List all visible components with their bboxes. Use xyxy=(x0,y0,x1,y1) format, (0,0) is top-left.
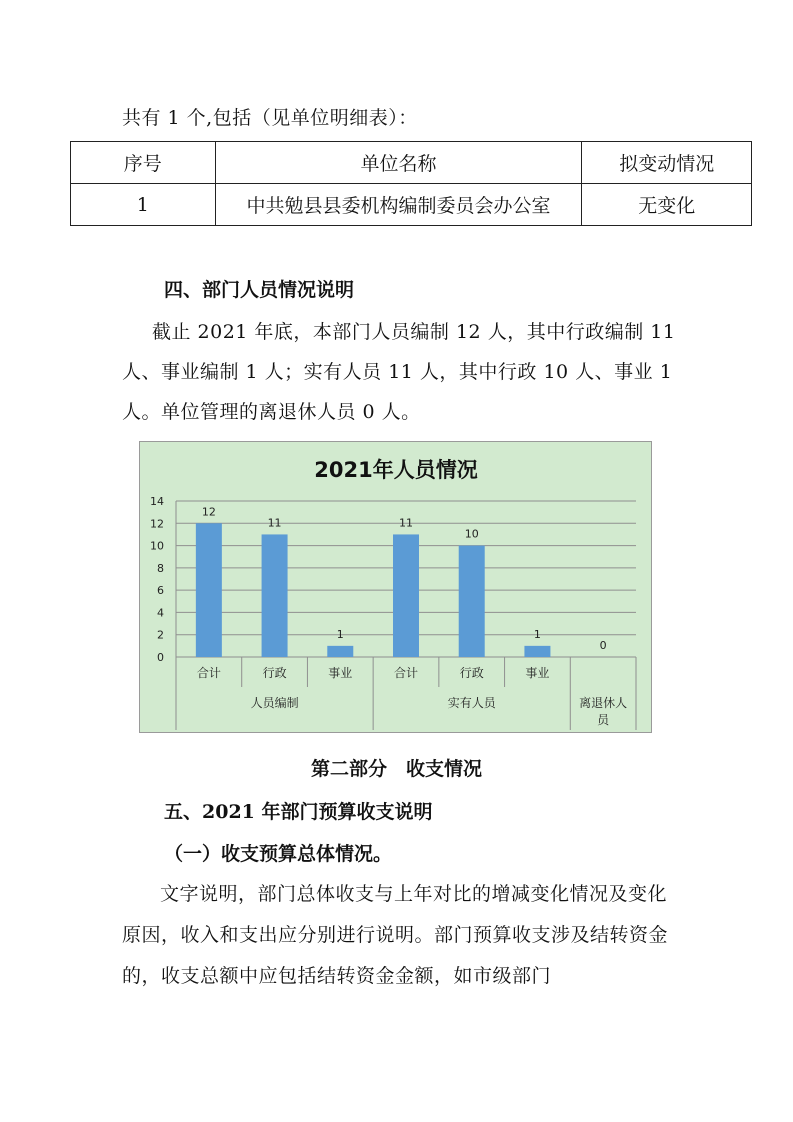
y-tick-label: 2 xyxy=(157,628,164,642)
data-label: 0 xyxy=(599,639,607,652)
y-tick-label: 12 xyxy=(150,517,164,531)
category-label: 事业 xyxy=(525,666,550,680)
section4-heading: 四、部门人员情况说明 xyxy=(164,279,355,301)
data-label: 11 xyxy=(267,516,282,530)
y-tick-label: 8 xyxy=(157,561,164,575)
part2-heading: 第二部分 收支情况 xyxy=(310,758,482,780)
category-label: 合计 xyxy=(393,666,419,680)
staff-chart xyxy=(139,441,652,733)
data-label: 11 xyxy=(399,516,413,530)
y-tick-label: 14 xyxy=(150,495,164,508)
y-tick-label: 4 xyxy=(157,606,164,620)
staff-chart-svg xyxy=(140,442,651,732)
category-label: 事业 xyxy=(328,666,353,680)
table-header-row xyxy=(71,142,752,184)
chart-title: 2021年人员情况 xyxy=(314,458,478,482)
cell-change-status: 无变化 xyxy=(582,184,752,226)
bar xyxy=(393,534,419,657)
table-row xyxy=(71,184,752,226)
section4-body: 截止 2021 年底，本部门人员编制 12 人，其中行政编制 11 人、事业编制 1 人；实有人员 11 人，其中行政 10 人、事业 1 人。单位管理的离退休人员 0 人。 xyxy=(122,321,676,423)
y-tick-label: 10 xyxy=(150,539,164,553)
category-label: 合计 xyxy=(196,666,221,680)
group-label: 实有人员 xyxy=(447,696,496,710)
bar xyxy=(327,646,353,657)
bar xyxy=(524,646,550,657)
category-label: 行政 xyxy=(459,666,484,680)
bar xyxy=(459,546,485,657)
bar xyxy=(196,523,222,657)
header-change-status: 拟变动情况 xyxy=(582,142,752,184)
y-tick-label: 0 xyxy=(157,651,164,664)
group-label: 离退休人员 xyxy=(579,696,628,727)
cell-index: 1 xyxy=(71,184,216,226)
data-label: 1 xyxy=(336,627,344,641)
group-label: 人员编制 xyxy=(250,696,299,710)
data-label: 10 xyxy=(464,527,479,541)
unit-detail-table xyxy=(70,141,752,226)
header-unit-name: 单位名称 xyxy=(215,142,582,184)
data-label: 1 xyxy=(533,627,541,641)
intro-text: 共有 1 个,包括（见单位明细表）： xyxy=(122,107,418,129)
header-index: 序号 xyxy=(71,142,216,184)
section5-body: 文字说明，部门总体收支与上年对比的增减变化情况及变化原因，收入和支出应分别进行说明。部门预算收支涉及结转资金的，收支总额中应包括结转资金金额，如市级部门 xyxy=(122,883,669,987)
category-label: 行政 xyxy=(262,666,287,680)
section5-subheading: （一）收支预算总体情况。 xyxy=(164,843,393,865)
cell-unit-name: 中共勉县县委机构编制委员会办公室 xyxy=(215,184,582,226)
y-tick-label: 6 xyxy=(157,584,164,598)
section5-heading: 五、2021 年部门预算收支说明 xyxy=(164,801,433,823)
data-label: 12 xyxy=(201,505,216,519)
bar xyxy=(262,534,288,657)
